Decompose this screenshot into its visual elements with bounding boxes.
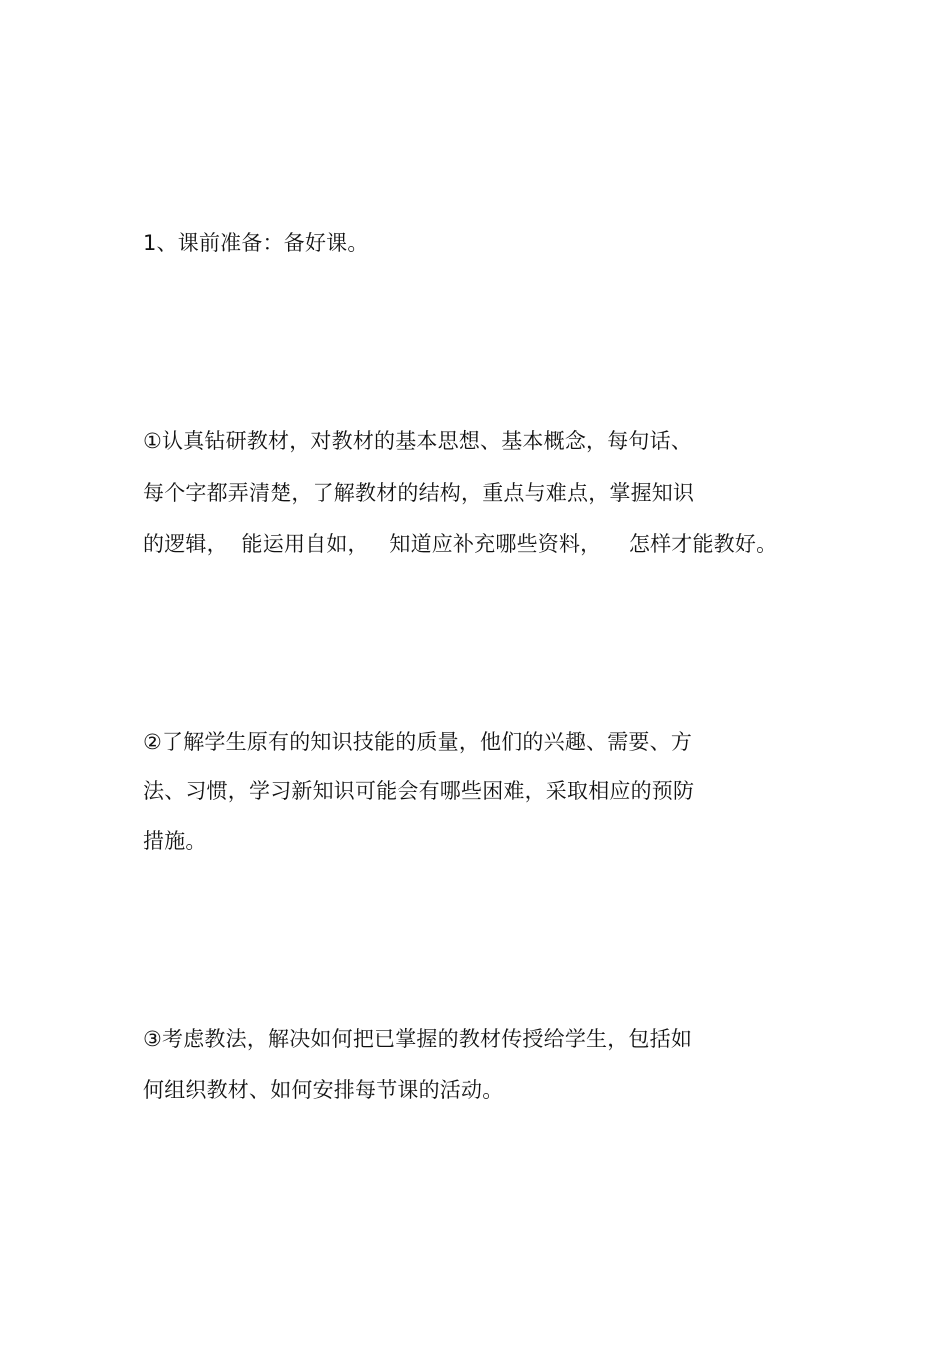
paragraph-2-line-3: 措施。 <box>143 829 207 853</box>
paragraph-3-line-1: ③考虑教法，解决如何把已掌握的教材传授给学生，包括如 <box>143 1027 693 1051</box>
paragraph-3-line-2: 何组织教材、如何安排每节课的活动。 <box>143 1078 504 1102</box>
paragraph-2-line-2: 法、习惯，学习新知识可能会有哪些困难，采取相应的预防 <box>143 779 695 803</box>
paragraph-1-line-3: 的逻辑， 能运用自如， 知道应补充哪些资料， 怎样才能教好。 <box>143 532 778 556</box>
paragraph-1-line-1: ①认真钻研教材，对教材的基本思想、基本概念，每句话、 <box>143 429 693 453</box>
section-heading: 1、课前准备：备好课。 <box>143 231 369 255</box>
paragraph-2-line-1: ②了解学生原有的知识技能的质量，他们的兴趣、需要、方 <box>143 730 693 754</box>
paragraph-1-line-2: 每个字都弄清楚，了解教材的结构，重点与难点，掌握知识 <box>143 481 695 505</box>
